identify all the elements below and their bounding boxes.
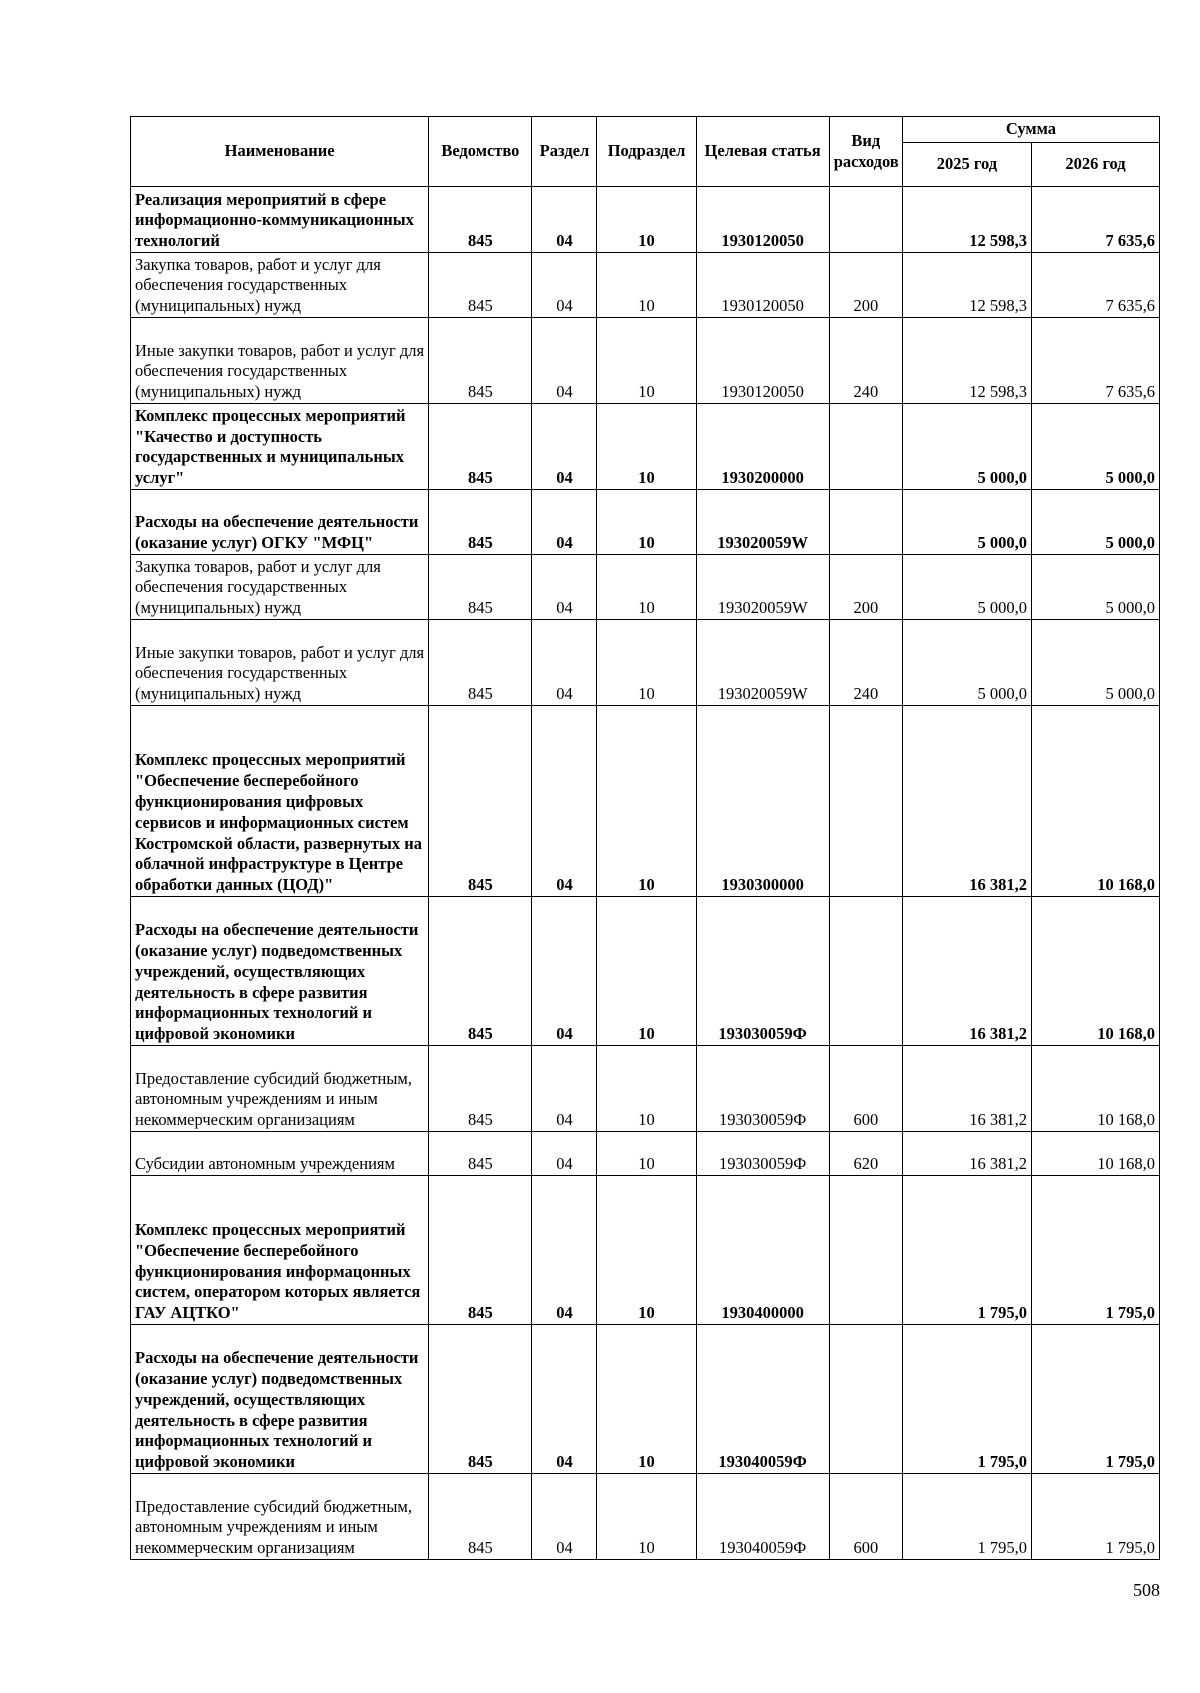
cell-target: 1930300000 — [696, 706, 829, 897]
cell-type: 600 — [829, 1046, 902, 1132]
cell-dept: 845 — [429, 1474, 532, 1560]
cell-2026: 1 795,0 — [1031, 1176, 1159, 1325]
page-number: 508 — [1133, 1580, 1160, 1600]
cell-2026: 7 635,6 — [1031, 318, 1159, 404]
cell-type: 600 — [829, 1474, 902, 1560]
cell-section: 04 — [532, 1325, 597, 1474]
cell-dept: 845 — [429, 404, 532, 490]
cell-subsection: 10 — [597, 706, 696, 897]
cell-type — [829, 897, 902, 1046]
cell-2025: 16 381,2 — [902, 706, 1031, 897]
cell-section: 04 — [532, 706, 597, 897]
table-row — [131, 706, 1160, 897]
table-row — [131, 620, 1160, 706]
cell-name: Закупка товаров, работ и услуг для обеспечения государственных (муниципальных) нужд — [131, 555, 429, 620]
cell-dept: 845 — [429, 253, 532, 318]
header-sum: Сумма — [902, 117, 1159, 143]
cell-target: 193040059Ф — [696, 1474, 829, 1560]
budget-table — [130, 116, 1160, 1560]
table-row — [131, 1325, 1160, 1474]
cell-type — [829, 706, 902, 897]
cell-name: Реализация мероприятий в сфере информационно-коммуникационных технологий — [131, 187, 429, 253]
cell-subsection: 10 — [597, 555, 696, 620]
cell-target: 1930120050 — [696, 253, 829, 318]
cell-subsection: 10 — [597, 1132, 696, 1176]
cell-section: 04 — [532, 620, 597, 706]
cell-2026: 1 795,0 — [1031, 1474, 1159, 1560]
header-name: Наименование — [131, 117, 429, 187]
cell-name: Расходы на обеспечение деятельности (оказание услуг) подведомственных учреждений, осуществляющих деятельность в сфере развития информационных технологий и цифровой экономики — [131, 897, 429, 1046]
cell-target: 1930120050 — [696, 318, 829, 404]
cell-name: Комплекс процессных мероприятий "Обеспечение бесперебойного функционирования информацонных систем, оператором которых является ГАУ АЦТКО" — [131, 1176, 429, 1325]
cell-section: 04 — [532, 1176, 597, 1325]
cell-dept: 845 — [429, 1325, 532, 1474]
cell-dept: 845 — [429, 555, 532, 620]
cell-2025: 12 598,3 — [902, 187, 1031, 253]
cell-type — [829, 1176, 902, 1325]
cell-2026: 5 000,0 — [1031, 490, 1159, 555]
cell-type — [829, 404, 902, 490]
cell-dept: 845 — [429, 1046, 532, 1132]
cell-target: 193030059Ф — [696, 897, 829, 1046]
cell-subsection: 10 — [597, 620, 696, 706]
cell-type: 240 — [829, 620, 902, 706]
cell-2025: 5 000,0 — [902, 490, 1031, 555]
cell-dept: 845 — [429, 620, 532, 706]
cell-subsection: 10 — [597, 1046, 696, 1132]
cell-name: Закупка товаров, работ и услуг для обеспечения государственных (муниципальных) нужд — [131, 253, 429, 318]
cell-subsection: 10 — [597, 404, 696, 490]
cell-target: 1930400000 — [696, 1176, 829, 1325]
cell-name: Предоставление субсидий бюджетным, автономным учреждениям и иным некоммерческим организациям — [131, 1046, 429, 1132]
cell-name: Комплекс процессных мероприятий "Качество и доступность государственных и муниципальных услуг" — [131, 404, 429, 490]
cell-type: 200 — [829, 253, 902, 318]
table-row — [131, 404, 1160, 490]
cell-type: 200 — [829, 555, 902, 620]
cell-type — [829, 490, 902, 555]
table-row — [131, 1132, 1160, 1176]
cell-name: Субсидии автономным учреждениям — [131, 1132, 429, 1176]
header-dept: Ведомство — [429, 117, 532, 187]
cell-name: Иные закупки товаров, работ и услуг для обеспечения государственных (муниципальных) нужд — [131, 620, 429, 706]
cell-section: 04 — [532, 490, 597, 555]
header-2026: 2026 год — [1031, 143, 1159, 187]
cell-2025: 12 598,3 — [902, 318, 1031, 404]
cell-target: 193020059W — [696, 490, 829, 555]
cell-2025: 1 795,0 — [902, 1474, 1031, 1560]
cell-target: 1930120050 — [696, 187, 829, 253]
cell-2026: 7 635,6 — [1031, 187, 1159, 253]
table-row — [131, 1176, 1160, 1325]
cell-subsection: 10 — [597, 318, 696, 404]
table-row — [131, 1474, 1160, 1560]
cell-type: 620 — [829, 1132, 902, 1176]
table-row — [131, 253, 1160, 318]
cell-2025: 5 000,0 — [902, 620, 1031, 706]
cell-subsection: 10 — [597, 253, 696, 318]
cell-2026: 5 000,0 — [1031, 555, 1159, 620]
cell-2026: 5 000,0 — [1031, 404, 1159, 490]
header-2025: 2025 год — [902, 143, 1031, 187]
cell-section: 04 — [532, 253, 597, 318]
cell-section: 04 — [532, 897, 597, 1046]
cell-subsection: 10 — [597, 490, 696, 555]
header-section: Раздел — [532, 117, 597, 187]
table-row — [131, 318, 1160, 404]
cell-subsection: 10 — [597, 1176, 696, 1325]
cell-2025: 1 795,0 — [902, 1325, 1031, 1474]
cell-dept: 845 — [429, 706, 532, 897]
cell-target: 193020059W — [696, 620, 829, 706]
cell-section: 04 — [532, 318, 597, 404]
cell-2025: 5 000,0 — [902, 404, 1031, 490]
cell-2026: 10 168,0 — [1031, 1132, 1159, 1176]
cell-2026: 5 000,0 — [1031, 620, 1159, 706]
cell-section: 04 — [532, 1474, 597, 1560]
cell-name: Иные закупки товаров, работ и услуг для обеспечения государственных (муниципальных) нужд — [131, 318, 429, 404]
cell-target: 1930200000 — [696, 404, 829, 490]
cell-2025: 16 381,2 — [902, 1046, 1031, 1132]
cell-dept: 845 — [429, 490, 532, 555]
cell-name: Комплекс процессных мероприятий "Обеспечение бесперебойного функционирования цифровых сервисов и информационных систем Костромской области, развернутых на облачной инфраструктуре в Центре обработки данных (ЦОД)" — [131, 706, 429, 897]
cell-2026: 7 635,6 — [1031, 253, 1159, 318]
cell-section: 04 — [532, 1046, 597, 1132]
cell-type — [829, 187, 902, 253]
cell-type — [829, 1325, 902, 1474]
cell-name: Расходы на обеспечение деятельности (оказание услуг) подведомственных учреждений, осуществляющих деятельность в сфере развития информационных технологий и цифровой экономики — [131, 1325, 429, 1474]
cell-2026: 10 168,0 — [1031, 897, 1159, 1046]
table-body — [131, 187, 1160, 1560]
cell-section: 04 — [532, 404, 597, 490]
cell-2026: 10 168,0 — [1031, 706, 1159, 897]
cell-target: 193030059Ф — [696, 1046, 829, 1132]
cell-2025: 16 381,2 — [902, 897, 1031, 1046]
cell-section: 04 — [532, 187, 597, 253]
cell-name: Расходы на обеспечение деятельности (оказание услуг) ОГКУ "МФЦ" — [131, 490, 429, 555]
cell-dept: 845 — [429, 318, 532, 404]
cell-dept: 845 — [429, 897, 532, 1046]
cell-2025: 16 381,2 — [902, 1132, 1031, 1176]
table-row — [131, 187, 1160, 253]
cell-section: 04 — [532, 1132, 597, 1176]
cell-type: 240 — [829, 318, 902, 404]
cell-dept: 845 — [429, 1176, 532, 1325]
cell-subsection: 10 — [597, 1474, 696, 1560]
cell-name: Предоставление субсидий бюджетным, автономным учреждениям и иным некоммерческим организациям — [131, 1474, 429, 1560]
cell-section: 04 — [532, 555, 597, 620]
cell-subsection: 10 — [597, 187, 696, 253]
header-subsection: Подраздел — [597, 117, 696, 187]
cell-subsection: 10 — [597, 897, 696, 1046]
cell-target: 193030059Ф — [696, 1132, 829, 1176]
header-target: Целевая статья — [696, 117, 829, 187]
cell-dept: 845 — [429, 1132, 532, 1176]
cell-2025: 12 598,3 — [902, 253, 1031, 318]
header-type: Вид расходов — [829, 117, 902, 187]
cell-2025: 1 795,0 — [902, 1176, 1031, 1325]
cell-2026: 10 168,0 — [1031, 1046, 1159, 1132]
table-row — [131, 555, 1160, 620]
table-row — [131, 897, 1160, 1046]
cell-dept: 845 — [429, 187, 532, 253]
cell-target: 193040059Ф — [696, 1325, 829, 1474]
table-row — [131, 1046, 1160, 1132]
cell-2025: 5 000,0 — [902, 555, 1031, 620]
table-row — [131, 490, 1160, 555]
cell-subsection: 10 — [597, 1325, 696, 1474]
cell-2026: 1 795,0 — [1031, 1325, 1159, 1474]
cell-target: 193020059W — [696, 555, 829, 620]
